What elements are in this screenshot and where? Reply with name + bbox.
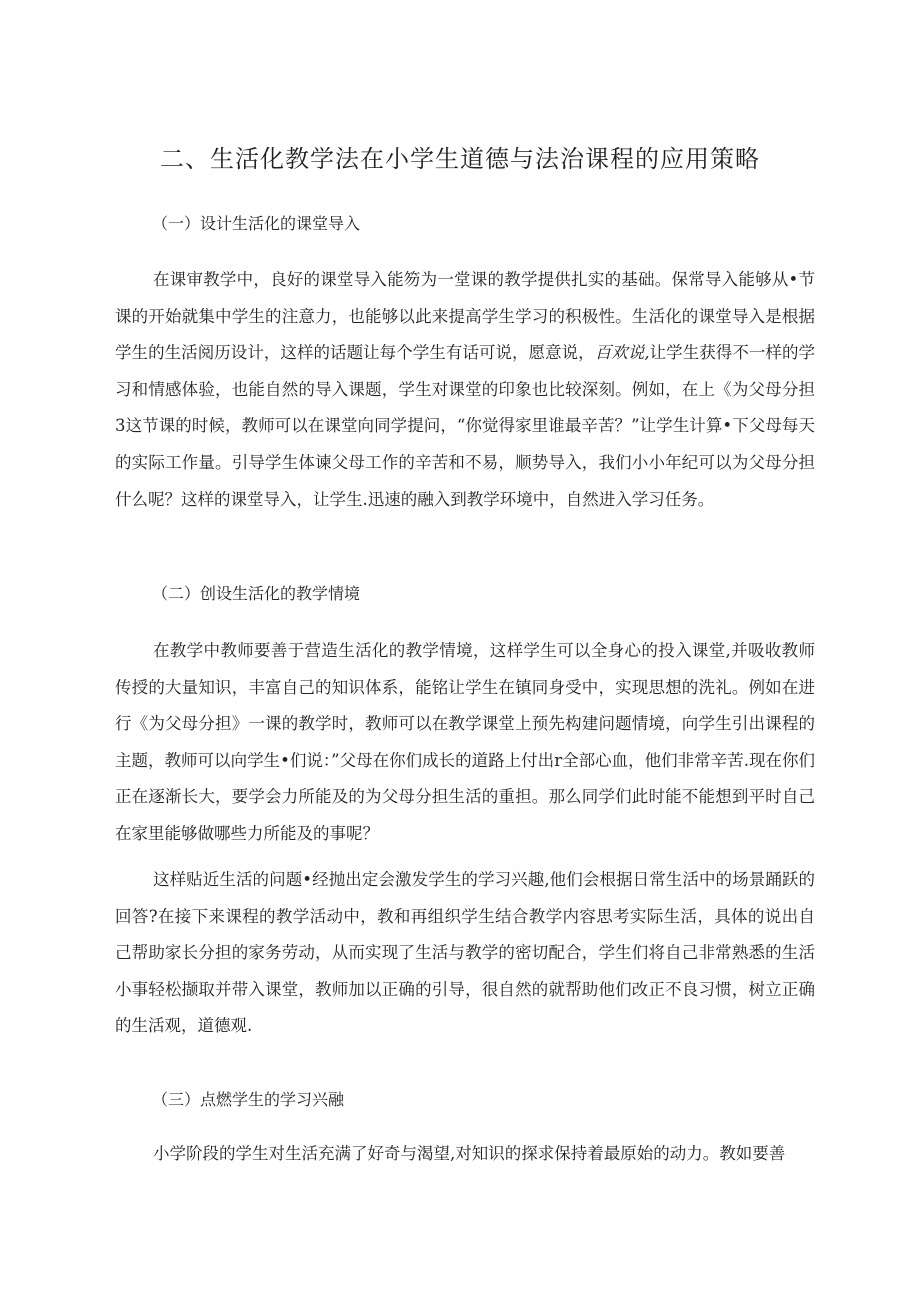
paragraph-1-1 (115, 262, 815, 518)
page-title: 二、生活化教学法在小学生道德与法治课程的应用策略 (160, 145, 760, 173)
paragraph-1-1-text-b: 让学生获得不一样的学习和情感体验，也能自然的导入课题，学生对课堂的印象也比较深刻。例如，在上《为父母分担3这节课的时候，教师可以在课堂向同学提问，“你觉得家里谁最辛苦？”让学生计算•下父母每天的实际工作量。引导学生体谏父母工作的辛苦和不易，顺势导入，我们小小年纪可以为父母分担什么呢？这样的课堂导入，让学生.迅速的融入到教学环境中，自然进入学习任务。 (115, 343, 816, 509)
section-heading-3: （三）点燃学生的学习兴融 (152, 1090, 345, 1109)
section-heading-1: （一）设计生活化的课堂导入 (152, 214, 361, 233)
paragraph-3-1: 小学阶段的学生对生活充满了好奇与渴望,对知识的探求保持着最原始的动力。教如要善 (153, 1144, 786, 1163)
paragraph-1-1-italic: 百欢说, (594, 343, 650, 363)
paragraph-2-1: 在教学中教师要善于营造生活化的教学情境，这样学生可以全身心的投入课堂,并吸收教师传授的大量知识，丰富自己的知识体系，能铭让学生在镇同身受中，实现思想的洗礼。例如在进行《为父母分担》一课的教学时，教师可以在教学课堂上预先构建问题情境，向学生引出课程的主题，教师可以向学生•们说：”父母在你们成长的道路上付出r全部心血，他们非常辛苦.现在你们正在逐渐长大，要学会力所能及的为父母分担生活的重担。那么同学们此时能不能想到平时自己在家里能够做哪些力所能及的事呢？ (115, 641, 815, 843)
paragraph-1-1-text-a: 在课审教学中，良好的课堂导入能笏为一堂课的教学提供扎实的基础。保常导入能够从•节课的开始就集中学生的注意力，也能够以此来提高学生学习的积极性。生活化的课堂导入是根据学生的生活阅历设计，这样的话题让每个学生有话可说，愿意说， (115, 270, 815, 363)
section-heading-2: （二）创设生活化的教学情境 (152, 584, 361, 603)
paragraph-2-2: 这样贴近生活的问题•经抛出定会激发学生的学习兴趣,他们会根据日常生活中的场景踊跃的回答?在接下来课程的教学活动中，教和再组织学生结合教学内容思考实际生活，具体的说出自己帮助家长分担的家务劳动，从而实现了生活与教学的密切配合，学生们将自己非常熟悉的生活小事轻松撷取并带入课堂，教师加以正确的引导，很自然的就帮助他们改正不良习惯，树立正确的生活观，道德观. (115, 870, 815, 1036)
